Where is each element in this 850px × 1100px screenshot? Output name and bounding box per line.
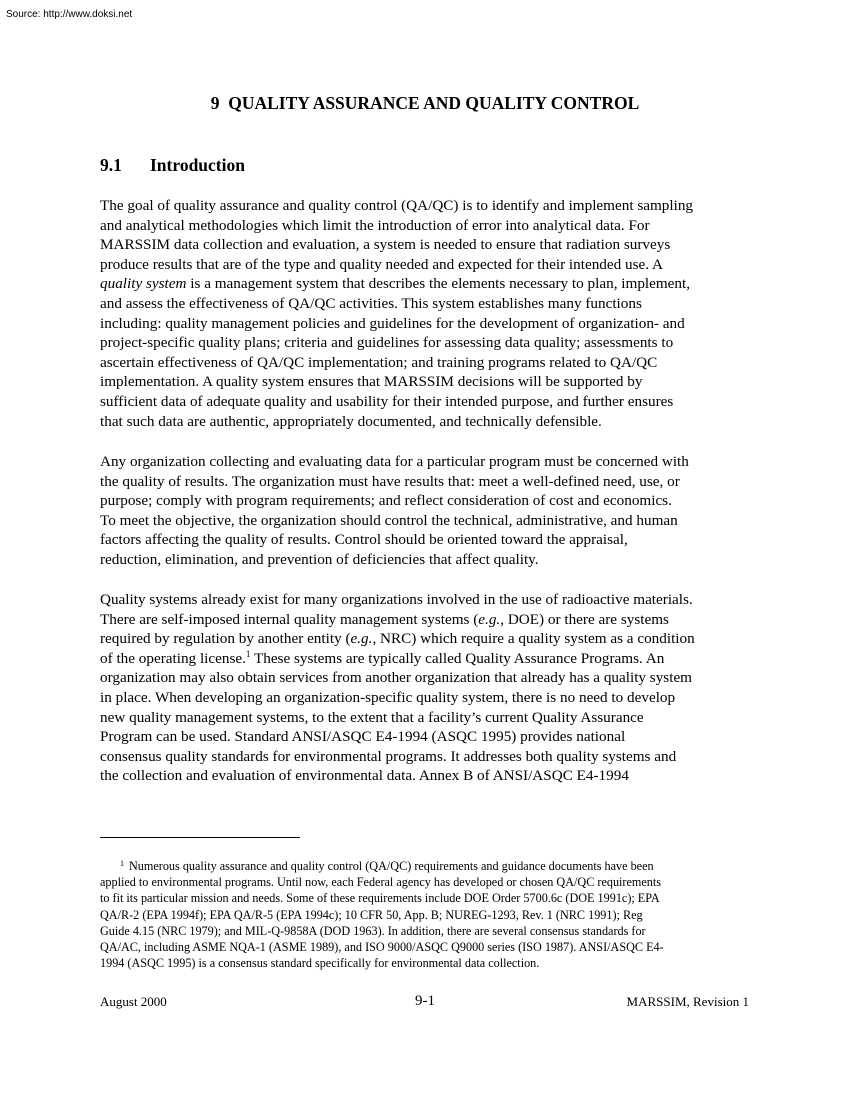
text-line xyxy=(100,196,760,216)
text-line xyxy=(100,708,760,728)
text-run: project-specific quality plans; criteria and guidelines for assessing data quality; assessments to xyxy=(100,334,674,352)
text-line xyxy=(100,688,760,708)
footnote-line: Guide 4.15 (NRC 1979); and MIL-Q-9858A (DOD 1963). In addition, there are several consensus standards for xyxy=(100,923,646,938)
text-line xyxy=(100,550,760,570)
text-run: of the operating license. xyxy=(100,649,246,667)
footnote-line: applied to environmental programs. Until now, each Federal agency has developed or chosen QA/QC requirements xyxy=(100,875,662,890)
page-number: 9-1 xyxy=(415,993,435,1009)
text-run: required by regulation by another entity ( xyxy=(100,630,351,648)
footer-date: August 2000 xyxy=(100,994,167,1009)
text-run: Any organization collecting and evaluating data for a particular program must be concerned with xyxy=(100,453,689,470)
text-run: , DOE) or there are systems xyxy=(500,610,669,628)
footnote-line: to fit its particular mission and needs. Some of these requirements include DOE Order 5700.6c (DOE 1991c); EPA xyxy=(100,891,660,906)
text-line xyxy=(100,610,760,630)
footnote-line: QA/AC, including ASME NQA-1 (ASME 1989), and ISO 9000/ASQC Q9000 series (ISO 1987). ANSI/ASQC E4- xyxy=(100,940,664,955)
footnote-reference: 1 xyxy=(245,648,251,659)
text-run: produce results that are of the type and quality needed and expected for their intended use. A xyxy=(100,255,663,273)
text-run: is a management system that describes the elements necessary to plan, implement, xyxy=(186,275,691,293)
text-run: in place. When developing an organization-specific quality system, there is no need to develop xyxy=(100,688,676,706)
text-run: including: quality management policies and guidelines for the development of organization- and xyxy=(100,314,685,332)
text-line xyxy=(100,412,760,432)
text-line xyxy=(100,747,760,767)
text-run: , NRC) which require a quality system as a condition xyxy=(372,630,695,648)
text-run: and analytical methodologies which limit the introduction of error into analytical data. For xyxy=(100,216,650,234)
chapter-title: 9 QUALITY ASSURANCE AND QUALITY CONTROL xyxy=(210,93,640,113)
text-run: There are self-imposed internal quality management systems ( xyxy=(100,610,479,628)
footnote-divider xyxy=(100,837,300,838)
text-line xyxy=(100,372,760,392)
text-line xyxy=(100,491,760,511)
text-line xyxy=(100,590,760,610)
text-line xyxy=(100,235,760,255)
text-line xyxy=(100,668,760,688)
text-run: MARSSIM data collection and evaluation, a system is needed to ensure that radiation surveys xyxy=(100,236,671,254)
text-run: ascertain effectiveness of QA/QC implementation; and training programs related to QA/QC xyxy=(100,353,658,371)
text-run: organization may also obtain services from another organization that already has a quality system xyxy=(100,669,692,687)
text-line xyxy=(100,766,760,786)
section-heading xyxy=(100,154,245,176)
footnote-line: 1994 (ASQC 1995) is a consensus standard specifically for environmental data collection. xyxy=(100,956,540,971)
text-line xyxy=(100,530,760,550)
source-url: Source: http://www.doksi.net xyxy=(6,9,133,20)
text-run: and assess the effectiveness of QA/QC activities. This system establishes many functions xyxy=(100,294,642,312)
text-line xyxy=(100,727,760,747)
text-run: new quality management systems, to the extent that a facility’s current Quality Assurance xyxy=(100,708,644,726)
text-run: implementation. A quality system ensures that MARSSIM decisions will be supported by xyxy=(100,373,643,391)
footnote xyxy=(100,858,760,971)
text-run: sufficient data of adequate quality and usability for their intended purpose, and further ensures xyxy=(100,392,674,410)
text-run: Quality systems already exist for many organizations involved in the use of radioactive materials. xyxy=(100,591,693,608)
text-run: reduction, elimination, and prevention of deficiencies that affect quality. xyxy=(100,550,539,568)
footer-document-title: MARSSIM, Revision 1 xyxy=(626,994,749,1009)
footnote-line xyxy=(100,858,760,874)
paragraph-1 xyxy=(100,196,760,431)
text-run: the quality of results. The organization must have results that: meet a well-defined need, use, or xyxy=(100,472,680,490)
text-run: These systems are typically called Quality Assurance Programs. An xyxy=(250,649,665,667)
text-line xyxy=(100,511,760,531)
text-line xyxy=(100,255,760,275)
italic-text: quality system xyxy=(100,275,187,293)
text-run: To meet the objective, the organization should control the technical, administrative, and human xyxy=(100,511,678,529)
text-run: consensus quality standards for environmental programs. It addresses both quality systems and xyxy=(100,747,677,765)
text-line xyxy=(100,294,760,314)
text-line xyxy=(100,452,760,472)
text-line xyxy=(100,649,760,669)
section-title: Introduction xyxy=(150,155,245,175)
paragraph-2 xyxy=(100,452,760,570)
text-line xyxy=(100,392,760,412)
text-line xyxy=(100,353,760,373)
footnote-marker: 1 xyxy=(120,859,124,868)
text-run: factors affecting the quality of results. Control should be oriented toward the appraisal, xyxy=(100,531,628,549)
text-line xyxy=(100,274,760,294)
section-number: 9.1 xyxy=(100,155,122,175)
text-run: Program can be used. Standard ANSI/ASQC E4-1994 (ASQC 1995) provides national xyxy=(100,728,626,746)
footnote-line: QA/R-2 (EPA 1994f); EPA QA/R-5 (EPA 1994c); 10 CFR 50, App. B; NUREG-1293, Rev. 1 (NRC 1991); Reg xyxy=(100,907,643,922)
text-run: The goal of quality assurance and quality control (QA/QC) is to identify and implement sampling xyxy=(100,197,694,214)
footnote-text: Numerous quality assurance and quality control (QA/QC) requirements and guidance documents have been xyxy=(129,859,654,873)
text-run: the collection and evaluation of environmental data. Annex B of ANSI/ASQC E4-1994 xyxy=(100,767,629,785)
text-line xyxy=(100,629,760,649)
text-line xyxy=(100,314,760,334)
text-run: purpose; comply with program requirements; and reflect consideration of cost and economics. xyxy=(100,492,672,510)
text-line xyxy=(100,472,760,492)
paragraph-3 xyxy=(100,590,760,786)
text-line xyxy=(100,333,760,353)
italic-text: e.g. xyxy=(350,630,373,648)
text-line xyxy=(100,216,760,236)
text-run: that such data are authentic, appropriately documented, and technically defensible. xyxy=(100,412,602,430)
italic-text: e.g. xyxy=(478,610,501,628)
